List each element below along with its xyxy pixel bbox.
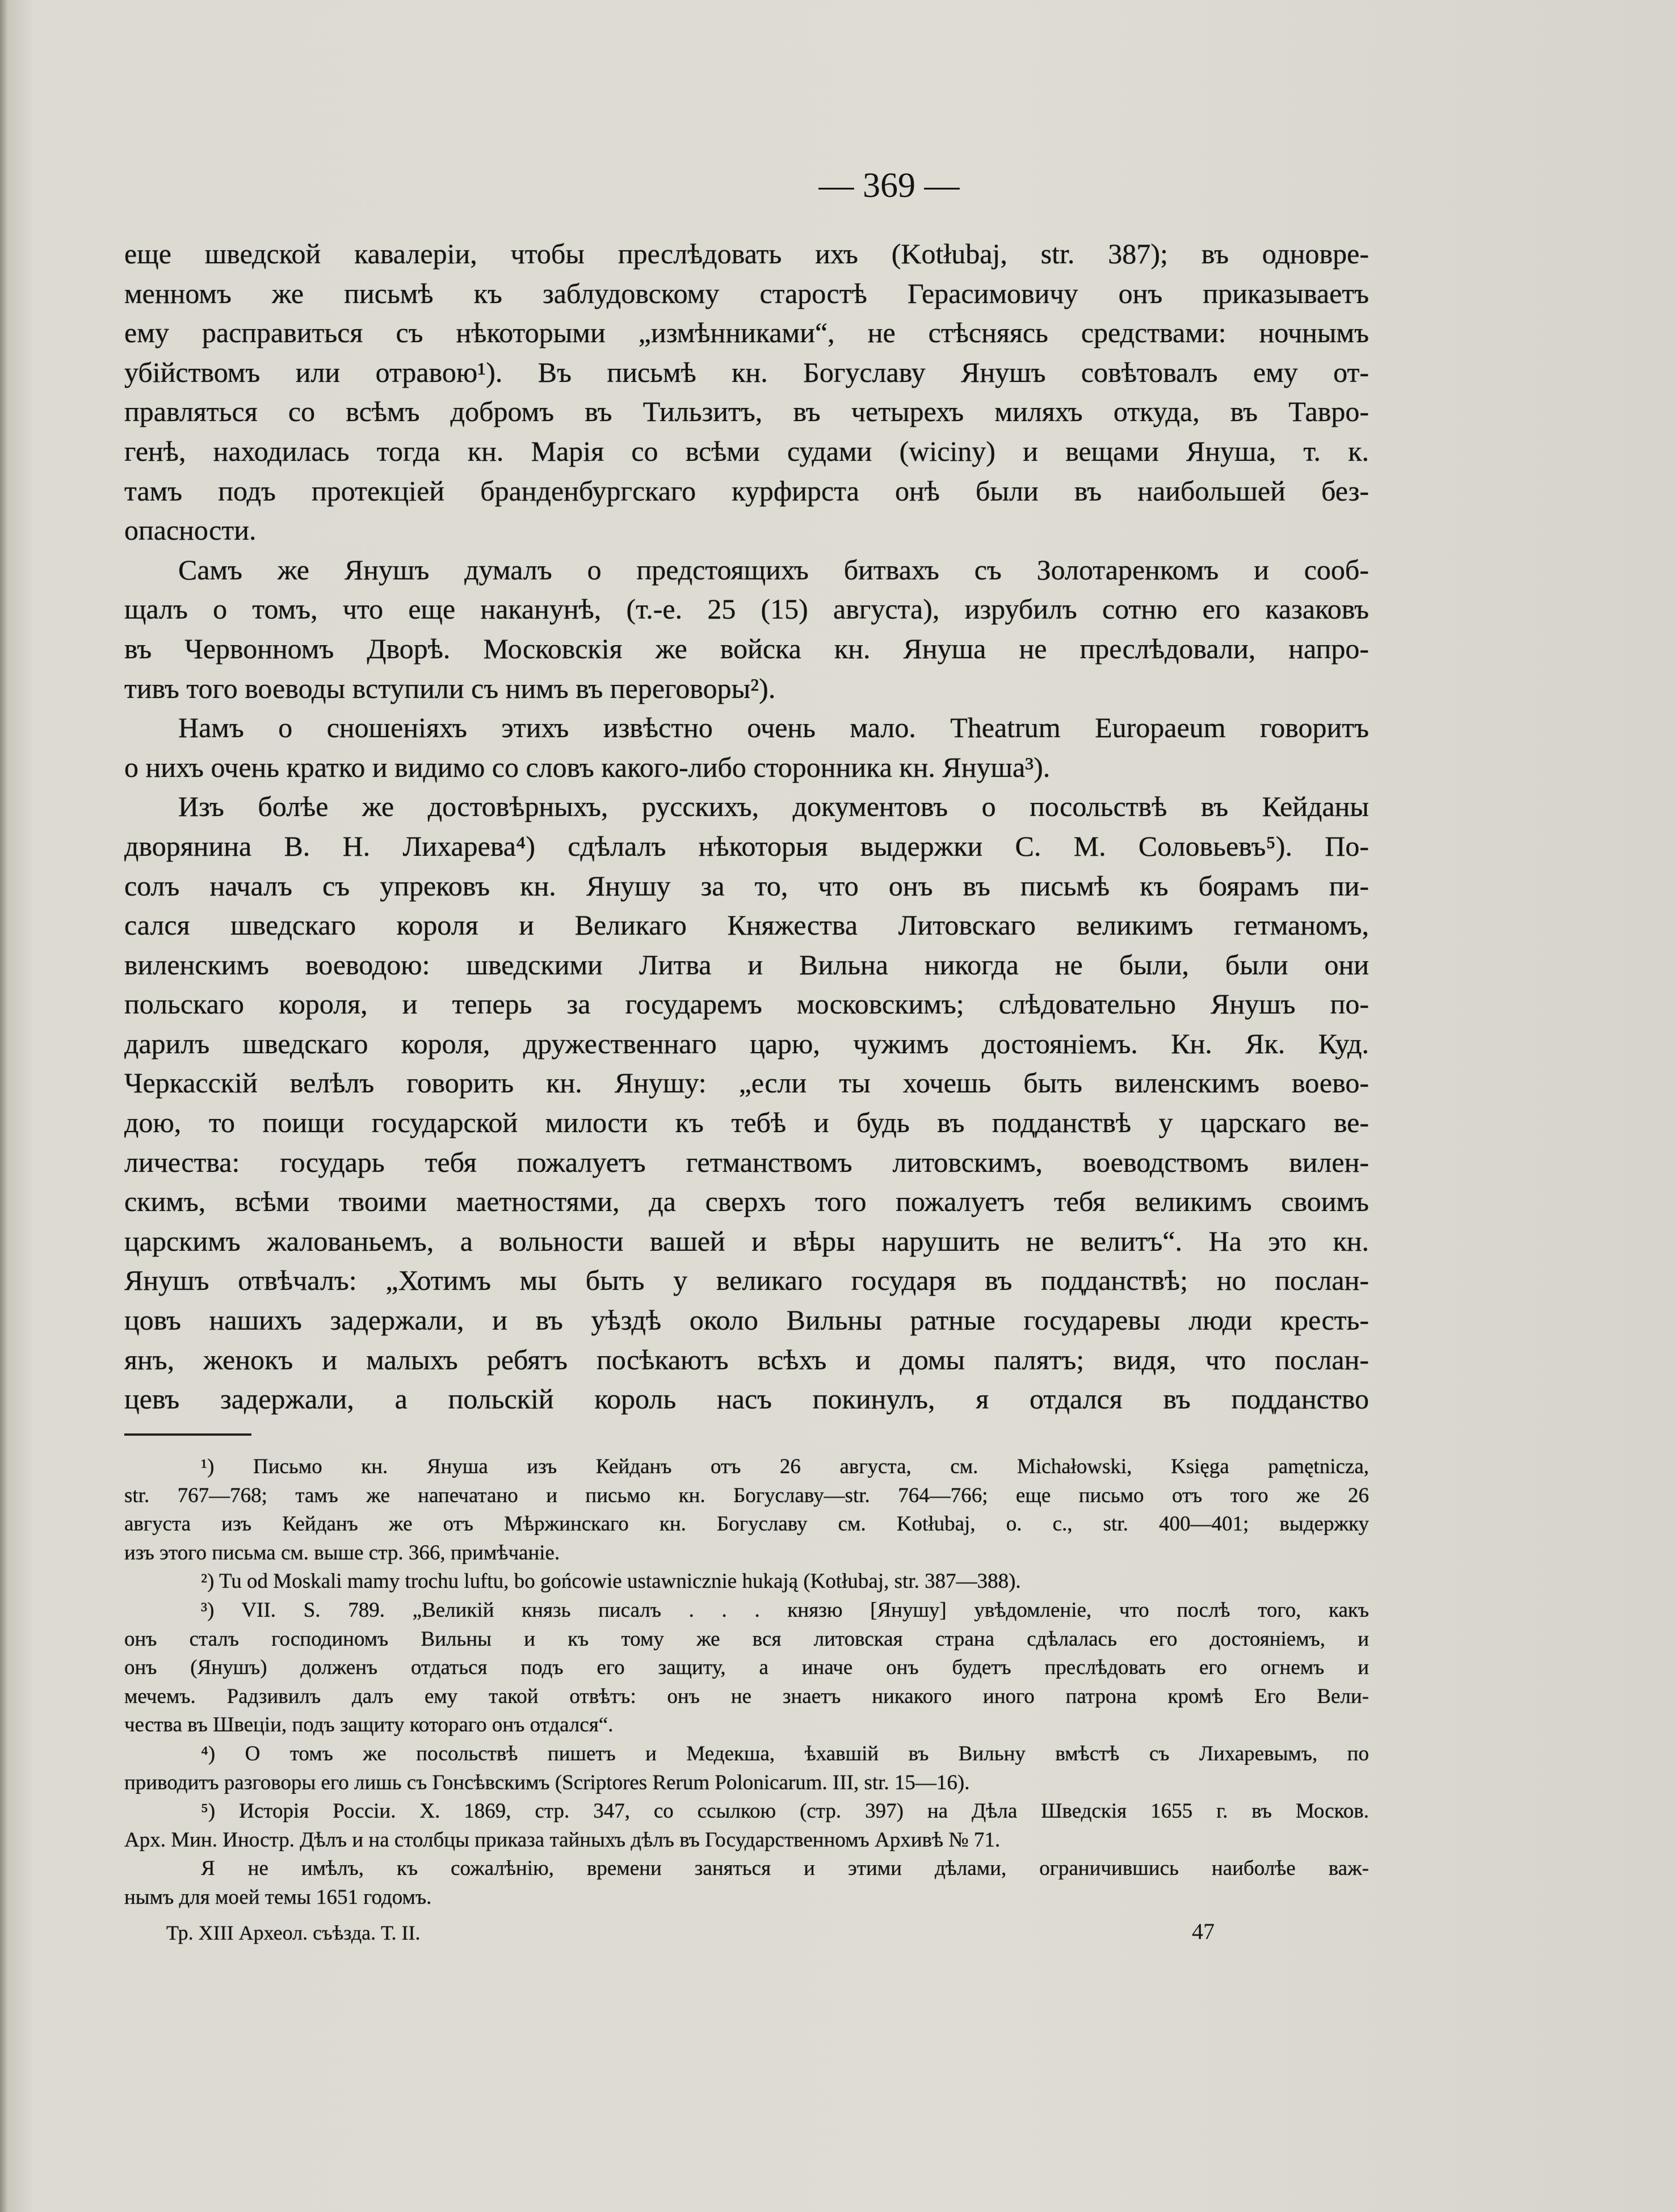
footnote-line: ²) Tu od Moskali mamy trochu luftu, bo gońcowie ustawnicznie hukają (Kotłubaj, str. 387—388). <box>201 1570 1021 1593</box>
footnote-line: ³) VII. S. 789. „Великій князь писалъ . . . князю [Янушу] увѣдомленіе, что послѣ того, какъ <box>201 1598 1369 1622</box>
text-line: Изъ болѣе же достовѣрныхъ, русскихъ, документовъ о посольствѣ въ Кейданы <box>178 790 1369 823</box>
footnote-line: ⁴) О томъ же посольствѣ пишетъ и Медекша, ѣхавшій въ Вильну вмѣстѣ съ Лихаревымъ, по <box>201 1742 1369 1765</box>
footnote <box>124 1854 1369 1912</box>
text-line: тивъ того воеводы вступили съ нимъ въ переговоры²). <box>124 672 776 704</box>
paragraph <box>124 708 1369 787</box>
text-line: тамъ подъ протекціей бранденбургскаго курфирста онѣ были въ наибольшей без- <box>124 474 1369 507</box>
footnotes <box>124 1453 1369 1912</box>
text-line: опасности. <box>124 514 257 546</box>
text-line: менномъ же письмѣ къ заблудовскому старостѣ Герасимовичу онъ приказываетъ <box>124 277 1369 309</box>
text-line: о нихъ очень кратко и видимо со словъ какого-либо сторонника кн. Януша³). <box>124 751 1051 783</box>
text-line: личества: государь тебя пожалуетъ гетманствомъ литовскимъ, воеводствомъ вилен- <box>124 1146 1369 1178</box>
text-line: янъ, женокъ и малыхъ ребятъ посѣкаютъ всѣхъ и домы палятъ; видя, что послан- <box>124 1343 1369 1376</box>
main-text <box>124 234 1369 1419</box>
text-line: ему расправиться съ нѣкоторыми „измѣнниками“, не стѣсняясь средствами: ночнымъ <box>124 317 1369 349</box>
footnote-line: чества въ Швеціи, подъ защиту котораго онъ отдался“. <box>124 1713 614 1737</box>
footnote-line: онъ (Янушъ) долженъ отдаться подъ его защиту, а иначе онъ будетъ преслѣдовать его огнемъ и <box>124 1656 1369 1680</box>
text-line: дою, то поищи государской милости къ тебѣ и будь въ подданствѣ у царскаго ве- <box>124 1107 1369 1139</box>
text-line: Самъ же Янушъ думалъ о предстоящихъ битвахъ съ Золотаренкомъ и сооб- <box>178 553 1369 586</box>
text-line: убійствомъ или отравою¹). Въ письмѣ кн. Богуславу Янушъ совѣтовалъ ему от- <box>124 356 1369 388</box>
footnote <box>124 1453 1369 1567</box>
footnote <box>124 1797 1369 1854</box>
paragraph <box>124 550 1369 708</box>
text-line: цовъ нашихъ задержали, и въ уѣздѣ около Вильны ратные государевы люди кресть- <box>124 1304 1369 1336</box>
paragraph <box>124 787 1369 1419</box>
footnote <box>124 1596 1369 1740</box>
text-line: царскимъ жалованьемъ, а вольности вашей и вѣры нарушить не велитъ“. На это кн. <box>124 1225 1369 1257</box>
footnote <box>124 1740 1369 1797</box>
footnote-line: мечемъ. Радзивилъ далъ ему такой отвѣтъ: онъ не знаетъ никакого иного патрона кромѣ Его Вели- <box>124 1684 1369 1708</box>
footnote-line: онъ сталъ господиномъ Вильны и къ тому же вся литовская страна сдѣлалась его достояніемъ, и <box>124 1627 1369 1651</box>
footnote-line: августа изъ Кейданъ же отъ Мѣржинскаго кн. Богуславу см. Kotłubaj, o. c., str. 400—401; выдержку <box>124 1512 1369 1536</box>
footnote-divider <box>124 1433 251 1436</box>
text-line: Янушъ отвѣчалъ: „Хотимъ мы быть у великаго государя въ подданствѣ; но послан- <box>124 1264 1369 1297</box>
text-line: правляться со всѣмъ добромъ въ Тильзитъ, въ четырехъ миляхъ откуда, въ Тавро- <box>124 396 1369 428</box>
text-line: цевъ задержали, а польскій король насъ покинулъ, я отдался въ подданство <box>124 1383 1369 1415</box>
footnote <box>124 1567 1369 1596</box>
page-number: — 369 — <box>818 166 960 205</box>
text-line: Черкасскій велѣлъ говорить кн. Янушу: „если ты хочешь быть виленскимъ воево- <box>124 1067 1369 1099</box>
text-line: генѣ, находилась тогда кн. Марія со всѣми судами (wiciny) и вещами Януша, т. к. <box>124 435 1369 467</box>
footnote-line: приводитъ разговоры его лишь съ Гонсѣвскимъ (Scriptores Rerum Polonicarum. III, str. 15—16). <box>124 1771 970 1794</box>
footnote-line: изъ этого письма см. выше стр. 366, примѣчаніе. <box>124 1541 560 1565</box>
text-line: щалъ о томъ, что еще наканунѣ, (т.-е. 25 (15) августа), изрубилъ сотню его казаковъ <box>124 593 1369 625</box>
text-line: въ Червонномъ Дворѣ. Московскія же войска кн. Януша не преслѣдовали, напро- <box>124 632 1369 665</box>
footnote-line: ⁵) Исторія Россіи. X. 1869, стр. 347, со ссылкою (стр. 397) на Дѣла Шведскія 1655 г. въ Москов. <box>201 1799 1369 1823</box>
text-line: польскаго короля, и теперь за государемъ московскимъ; слѣдовательно Янушъ по- <box>124 988 1369 1020</box>
text-line: Намъ о сношеніяхъ этихъ извѣстно очень мало. Theatrum Europaeum говоритъ <box>178 712 1369 744</box>
text-line: дарилъ шведскаго короля, дружественнаго царю, чужимъ достояніемъ. Кн. Як. Куд. <box>124 1027 1369 1059</box>
text-line: солъ началъ съ упрековъ кн. Янушу за то, что онъ въ письмѣ къ боярамъ пи- <box>124 869 1369 902</box>
footnote-line: Арх. Мин. Иностр. Дѣлъ и на столбцы приказа тайныхъ дѣлъ въ Государственномъ Архивѣ № 71. <box>124 1828 1001 1852</box>
text-line: виленскимъ воеводою: шведскими Литва и Вильна никогда не были, были они <box>124 948 1369 981</box>
text-line: сался шведскаго короля и Великаго Княжества Литовскаго великимъ гетманомъ, <box>124 909 1369 941</box>
footnote-line: Я не имѣлъ, къ сожалѣнію, времени заняться и этими дѣлами, ограничившись наиболѣе важ- <box>201 1857 1369 1881</box>
footnote-line: str. 767—768; тамъ же напечатано и письмо кн. Богуславу—str. 764—766; еще письмо отъ того же 26 <box>124 1483 1369 1507</box>
footnote-line: ¹) Письмо кн. Януша изъ Кейданъ отъ 26 августа, см. Michałowski, Księga pamętnicza, <box>201 1455 1369 1478</box>
printer-signature: Тр. XIII Археол. съѣзда. Т. II. <box>166 1921 421 1944</box>
text-line: дворянина В. Н. Лихарева⁴) сдѣлалъ нѣкоторыя выдержки С. М. Соловьевъ⁵). По- <box>124 830 1369 862</box>
sheet-number: 47 <box>1192 1919 1215 1944</box>
text-line: еще шведской кавалеріи, чтобы преслѣдовать ихъ (Kotłubaj, str. 387); въ одновре- <box>124 238 1369 270</box>
text-line: скимъ, всѣми твоими маетностями, да сверхъ того пожалуетъ тебя великимъ своимъ <box>124 1185 1369 1218</box>
paragraph <box>124 234 1369 550</box>
footnote-line: нымъ для моей темы 1651 годомъ. <box>124 1885 432 1909</box>
